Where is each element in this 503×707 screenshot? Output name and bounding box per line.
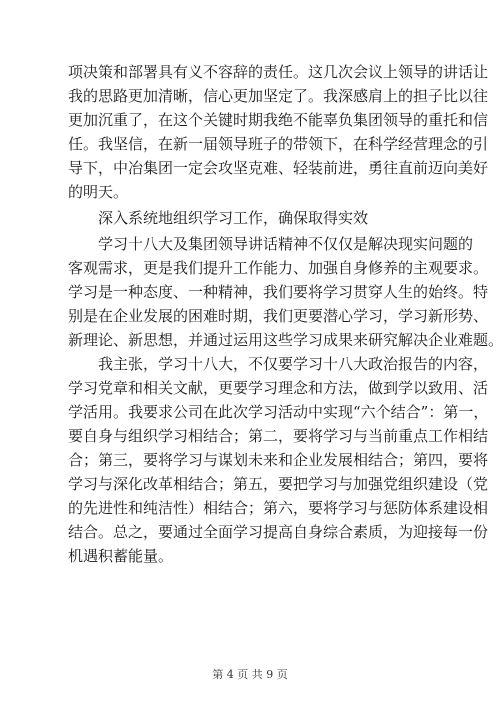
text-line: 项决策和部署具有义不容辞的责任。这几次会议上领导的讲话让	[68, 63, 489, 81]
text-line: 新理论、新思想，并通过运用这些学习成果来研究解决企业难题。	[68, 331, 503, 349]
text-line: 合；第三，要将学习与谋划未来和企业发展相结合；第四，要将	[68, 451, 489, 469]
document-body	[68, 60, 503, 568]
page-number: 第 4 页 共 9 页	[212, 668, 288, 681]
text-line: 学习是一种态度、一种精神，我们要将学习贯穿人生的始终。特	[68, 283, 489, 301]
text-line: 学习与深化改革相结合；第五，要把学习与加强党组织建设（党	[68, 475, 489, 493]
text-line: 导下，中冶集团一定会攻坚克难、轻装前进，勇往直前迈向美好	[68, 159, 489, 177]
paragraph	[68, 352, 489, 568]
text-line: 任。我坚信，在新一届领导班子的带领下，在科学经营理念的引	[68, 135, 489, 153]
text-line: 客观需求，更是我们提升工作能力、加强自身修养的主观要求。	[68, 259, 489, 277]
section-heading	[68, 204, 442, 232]
text-line: 别是在企业发展的困难时期，我们更要潜心学习，学习新形势、	[68, 307, 489, 325]
text-line: 机遇积蓄能量。	[68, 547, 174, 565]
text-line: 要自身与组织学习相结合；第二，要将学习与当前重点工作相结	[68, 427, 489, 445]
paragraph	[68, 60, 489, 204]
text-line: 我的思路更加清晰，信心更加坚定了。我深感肩上的担子比以往	[68, 87, 489, 105]
text-line: 我主张，学习十八大，不仅要学习十八大政治报告的内容，	[98, 355, 489, 373]
heading-text: 深入系统地组织学习工作，确保取得实效	[98, 209, 369, 227]
text-line: 学活用。我要求公司在此次学习活动中实现“六个结合”：第一，	[68, 403, 489, 421]
paragraph	[68, 232, 503, 352]
text-line: 更加沉重了，在这个关键时期我绝不能辜负集团领导的重托和信	[68, 111, 489, 129]
text-line: 学习十八大及集团领导讲话精神不仅仅是解决现实问题的	[98, 235, 474, 253]
text-line: 的先进性和纯洁性）相结合；第六，要将学习与惩防体系建设相	[68, 499, 489, 517]
text-line: 学习党章和相关文献，更要学习理念和方法，做到学以致用、活	[68, 379, 489, 397]
text-line: 结合。总之，要通过全面学习提高自身综合素质，为迎接每一份	[68, 523, 489, 541]
text-line: 的明天。	[68, 183, 129, 201]
